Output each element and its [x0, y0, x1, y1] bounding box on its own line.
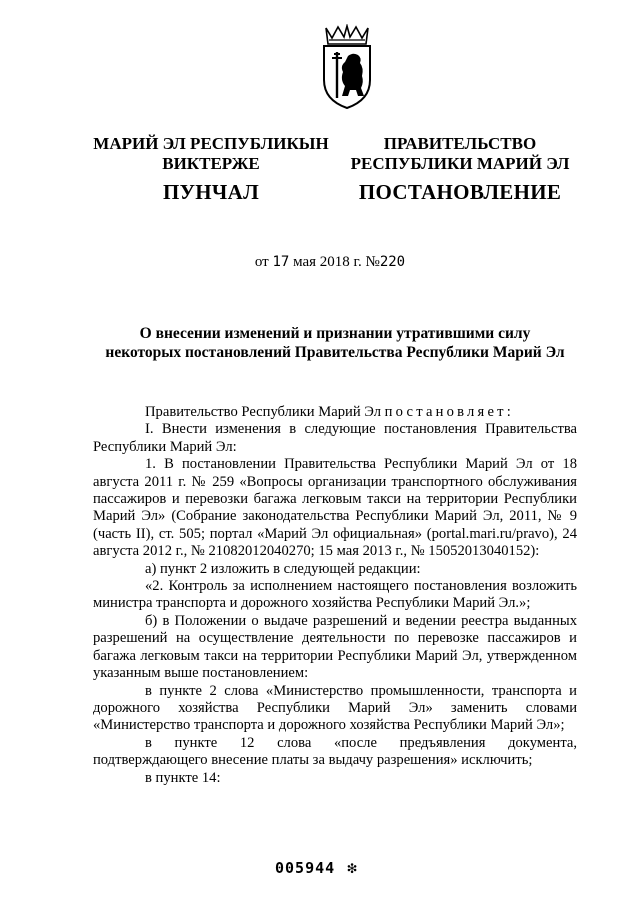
header-mari-line2: ВИКТЕРЖЕ: [162, 154, 260, 173]
header-russian-line1: ПРАВИТЕЛЬСТВО: [383, 134, 537, 153]
header-russian-line2: РЕСПУБЛИКИ МАРИЙ ЭЛ: [350, 154, 570, 173]
body-paragraph: в пункте 12 слова «после предъявления документа, подтверждающего внесение платы за выдачу разрешения» исключить;: [93, 734, 577, 769]
coat-of-arms-icon: [318, 24, 376, 110]
document-date-line: [0, 254, 640, 271]
document-body: [93, 404, 577, 787]
date-day: 17: [272, 254, 290, 270]
body-paragraph: 1. В постановлении Правительства Республики Марий Эл от 18 августа 2011 г. № 259 «Вопросы организации транспортного обслуживания пассажиров и перевозки багажа легковым такси на территории Республики Марий Эл» (Собрание законодательства Республики Марий Эл, 2011, № 9 (часть II), ст. 505; портал «Марий Эл официальная» (portal.mari.ru/pravo), 24 августа 2012 г., № 21082012040270; 15 мая 2013 г., № 15052013040152):: [93, 456, 577, 560]
title-line-2: некоторых постановлений Правительства Республики Марий Эл: [105, 344, 565, 361]
snowflake-mark-icon: ❇: [347, 858, 358, 877]
header-mari: [86, 134, 336, 202]
body-paragraph: б) в Положении о выдаче разрешений и ведении реестра выданных разрешений на осуществление деятельности по перевозке пассажиров и багажа легковым такси на территории Республики Марий Эл, утвержденном указанным выше постановлением:: [93, 612, 577, 682]
intro-text: Правительство Республики Марий Эл: [145, 404, 382, 420]
intro-paragraph: [93, 404, 577, 421]
intro-resolves: постановляет:: [384, 404, 514, 420]
serial-number: 005944: [275, 859, 336, 877]
form-serial-number: [275, 858, 358, 877]
header-russian: [345, 134, 575, 202]
body-paragraph: а) пункт 2 изложить в следующей редакции:: [145, 560, 421, 577]
body-paragraph: I. Внести изменения в следующие постановления Правительства Республики Марий Эл:: [93, 421, 577, 455]
document-number: 220: [379, 254, 406, 270]
header-russian-doc-type: ПОСТАНОВЛЕНИЕ: [358, 180, 562, 204]
body-paragraph: «2. Контроль за исполнением настоящего постановления возложить министра транспорта и дорожного хозяйства Республики Марий Эл.»;: [93, 578, 577, 612]
date-prefix: от: [254, 254, 269, 270]
title-line-1: О внесении изменений и признании утратившими силу: [139, 325, 531, 342]
date-month-year: мая 2018 г. №: [293, 254, 380, 270]
header-mari-doc-type: ПУНЧАЛ: [162, 180, 260, 204]
body-paragraph: в пункте 14:: [145, 769, 221, 786]
header-mari-line1: МАРИЙ ЭЛ РЕСПУБЛИКЫН: [93, 134, 329, 153]
body-paragraph: в пункте 2 слова «Министерство промышленности, транспорта и дорожного хозяйства Республики Марий Эл» заменить словами «Министерство транспорта и дорожного хозяйства Республики Марий Эл»;: [93, 682, 577, 734]
document-title: [95, 324, 575, 362]
